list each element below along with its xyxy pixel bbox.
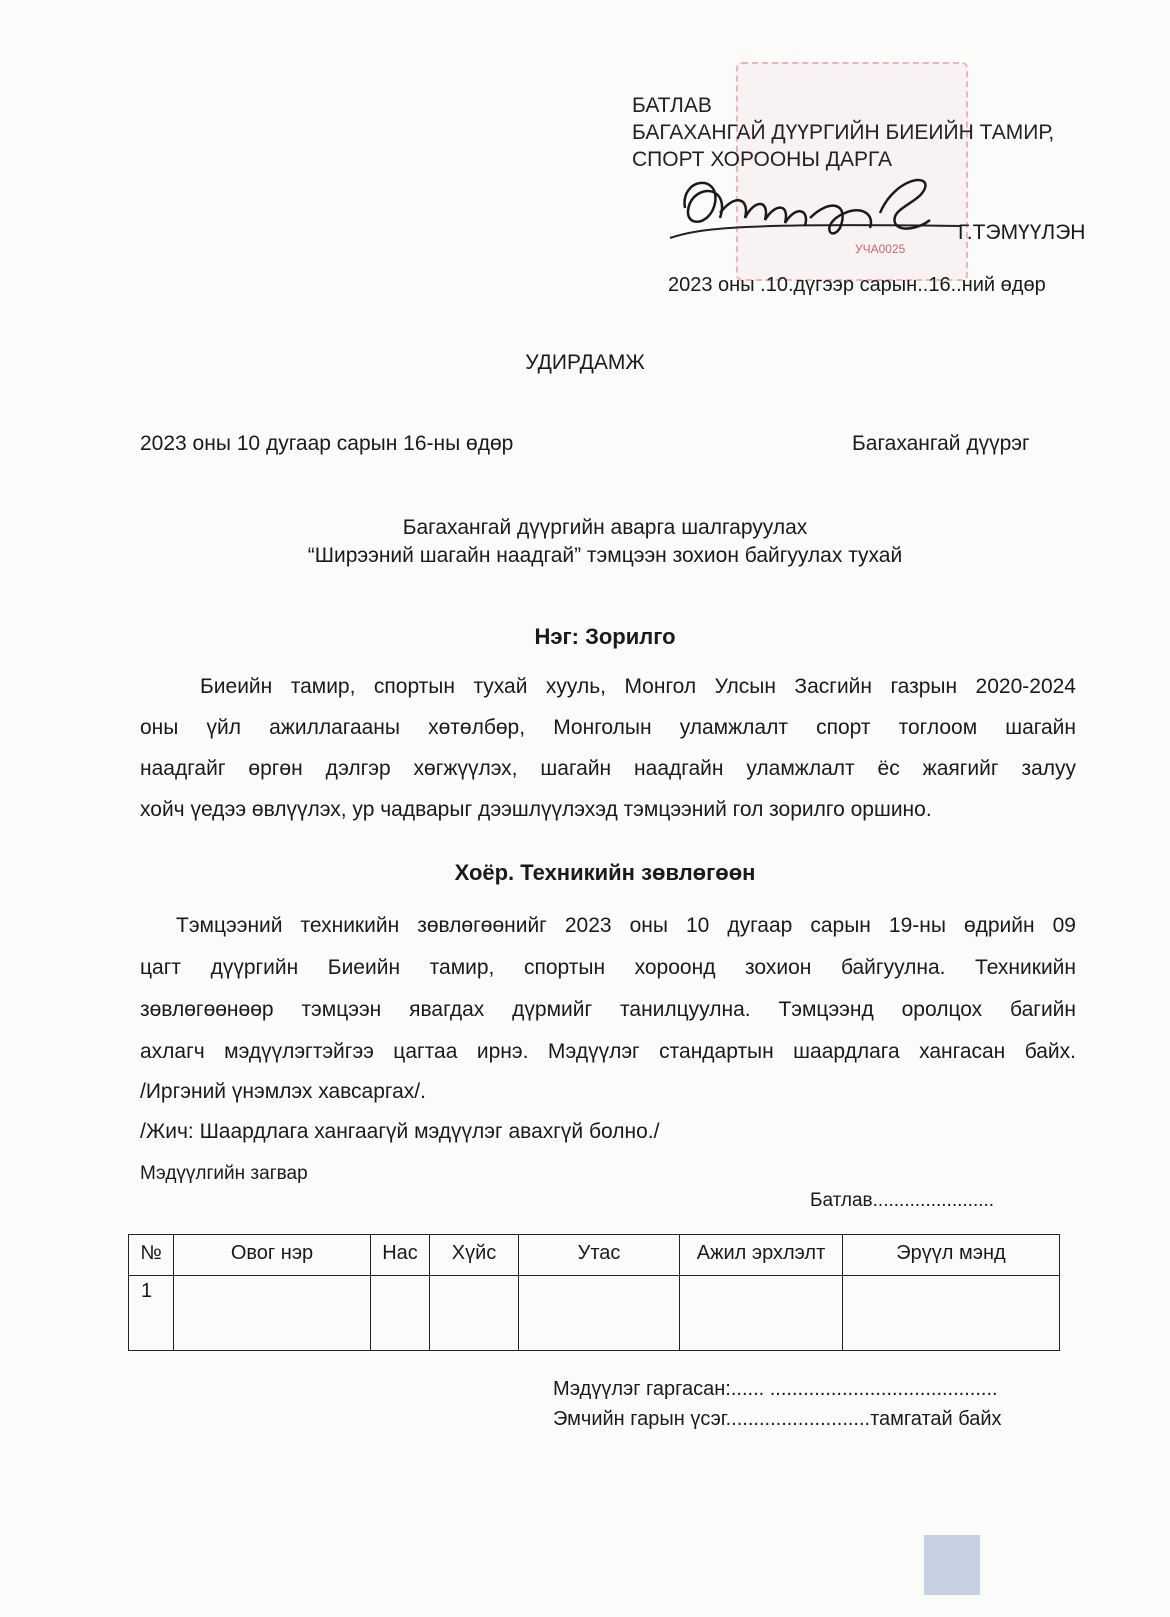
col-phone: Утас (519, 1235, 680, 1276)
approval-line-1: БАТЛАВ (632, 94, 712, 117)
section-1-line-1: Биеийн тамир, спортын тухай хууль, Монгол Улсын Засгийн газрын 2020-2024 (200, 675, 1076, 698)
section-1-line-4: хойч үедээ өвлүүлэх, ур чадварыг дээшлүүлэхэд тэмцээний гол зорилго оршино. (140, 798, 932, 821)
cell-number: 1 (129, 1276, 174, 1351)
cell-phone (519, 1276, 680, 1351)
submitted-by: Мэдүүлэг гаргасан:...... ......................................... (553, 1378, 998, 1400)
section-2-line-1: Тэмцээний техникийн зөвлөгөөнийг 2023 оны 10 дугаар сарын 19-ны өдрийн 09 (176, 914, 1076, 937)
section-1-heading: Нэг: Зорилго (534, 624, 676, 649)
section-2-line-3: зөвлөгөөнөөр тэмцээн явагдах дүрмийг танилцуулна. Тэмцээнд оролцох багийн (140, 998, 1076, 1021)
table-approve-line: Батлав....................... (810, 1190, 995, 1211)
template-label: Мэдүүлгийн загвар (140, 1163, 308, 1184)
section-2-heading: Хоёр. Техникийн зөвлөгөөн (454, 860, 756, 885)
approval-line-3: СПОРТ ХОРООНЫ ДАРГА (632, 148, 892, 171)
document-title-line-1: Багахангай дүүргийн аварга шалгаруулах (402, 516, 808, 539)
col-employment: Ажил эрхлэлт (680, 1235, 843, 1276)
cell-name (174, 1276, 371, 1351)
section-2-line-4: ахлагч мэдүүлэгтэйгээ цагтаа ирнэ. Мэдүүлэг стандартын шаардлага хангасан байх. (140, 1040, 1076, 1063)
signature (660, 168, 960, 248)
note: /Жич: Шаардлага хангаагүй мэдүүлэг авахгүй болно./ (140, 1120, 660, 1143)
signer-name: Г.ТЭМҮҮЛЭН (958, 221, 1086, 244)
document-title-line-2: “Ширээний шагайн наадгай” тэмцээн зохион байгуулах тухай (307, 544, 903, 567)
cell-health (843, 1276, 1060, 1351)
approval-date: 2023 оны .10.дүгээр сарын..16..ний өдөр (668, 274, 1046, 296)
application-template-table (128, 1234, 1060, 1351)
table-row (129, 1276, 1060, 1351)
section-2-line-5: /Иргэний үнэмлэх хавсаргах/. (140, 1080, 426, 1103)
col-gender: Хүйс (430, 1235, 519, 1276)
col-number: № (129, 1235, 174, 1276)
cell-gender (430, 1276, 519, 1351)
document-date: 2023 оны 10 дугаар сарын 16-ны өдөр (140, 432, 514, 455)
cell-age (371, 1276, 430, 1351)
col-name: Овог нэр (174, 1235, 371, 1276)
section-2-line-2: цагт дүүргийн Биеийн тамир, спортын хороонд зохион байгуулна. Техникийн (140, 956, 1076, 979)
stamp-code: УЧА0025 (855, 242, 906, 256)
approval-block (632, 92, 1054, 173)
document-type: УДИРДАМЖ (525, 351, 645, 374)
section-1-line-2: оны үйл ажиллагааны хөтөлбөр, Монголын уламжлалт спорт тоглоом шагайн (140, 716, 1076, 739)
approval-line-2: БАГАХАНГАЙ ДҮҮРГИЙН БИЕИЙН ТАМИР, (632, 121, 1055, 144)
cell-employment (680, 1276, 843, 1351)
table-header-row (129, 1235, 1060, 1276)
doctor-signature-line: Эмчийн гарын үсэг..........................тамгатай байх (553, 1408, 1002, 1430)
col-age: Нас (371, 1235, 430, 1276)
government-emblem-icon (924, 1535, 980, 1595)
col-health: Эрүүл мэнд (843, 1235, 1060, 1276)
document-place: Багахангай дүүрэг (852, 432, 1030, 455)
section-1-line-3: наадгайг өргөн дэлгэр хөгжүүлэх, шагайн наадгайн уламжлалт ёс жаягийг залуу (140, 757, 1076, 780)
